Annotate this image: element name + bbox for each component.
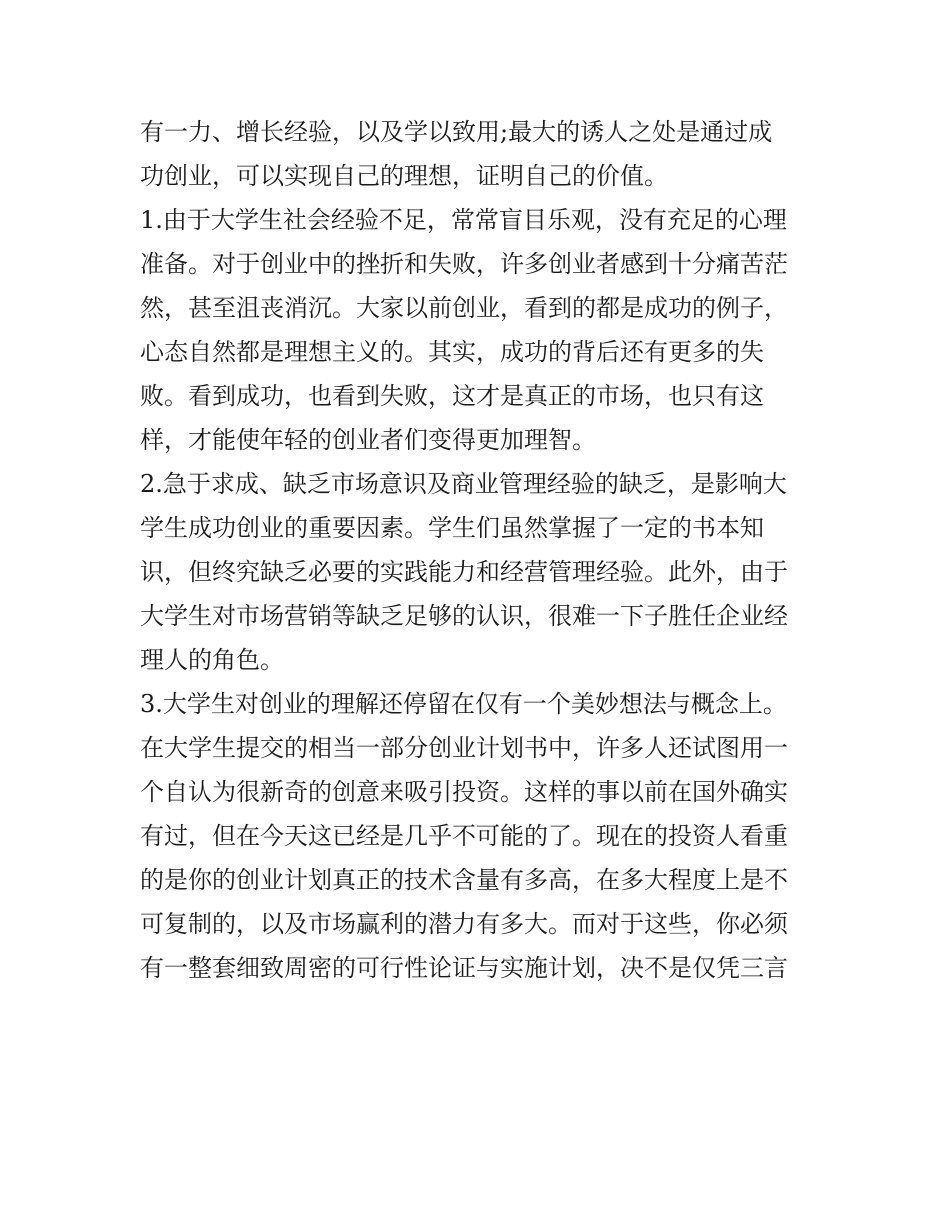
text-line: 大学生对市场营销等缺乏足够的认识，很难一下子胜任企业经 [140, 602, 788, 630]
text-line: 的是你的创业计划真正的技术含量有多高，在多大程度上是不 [140, 866, 788, 894]
text-line: 个自认为很新奇的创意来吸引投资。这样的事以前在国外确实 [140, 778, 788, 806]
text-line: 准备。对于创业中的挫折和失败，许多创业者感到十分痛苦茫 [140, 250, 788, 278]
text-line: 败。看到成功，也看到失败，这才是真正的市场，也只有这 [140, 382, 764, 410]
text-line: 3.大学生对创业的理解还停留在仅有一个美妙想法与概念上。 [140, 690, 787, 718]
text-line: 2.急于求成、缺乏市场意识及商业管理经验的缺乏，是影响大 [140, 470, 787, 498]
text-line: 有过，但在今天这已经是几乎不可能的了。现在的投资人看重 [140, 822, 788, 850]
text-line: 在大学生提交的相当一部分创业计划书中，许多人还试图用一 [140, 734, 788, 762]
text-line: 有一整套细致周密的可行性论证与实施计划，决不是仅凭三言 [140, 954, 788, 982]
text-line: 理人的角色。 [140, 646, 284, 674]
text-line: 功创业，可以实现自己的理想，证明自己的价值。 [140, 162, 668, 190]
text-line: 样，才能使年轻的创业者们变得更加理智。 [140, 426, 596, 454]
text-line: 然，甚至沮丧消沉。大家以前创业，看到的都是成功的例子， [140, 294, 788, 322]
text-line: 心态自然都是理想主义的。其实，成功的背后还有更多的失 [140, 338, 764, 366]
text-line: 识，但终究缺乏必要的实践能力和经营管理经验。此外，由于 [140, 558, 788, 586]
text-line: 有一力、增长经验，以及学以致用;最大的诱人之处是通过成 [140, 118, 773, 146]
text-line: 1.由于大学生社会经验不足，常常盲目乐观，没有充足的心理 [140, 206, 787, 234]
text-line: 学生成功创业的重要因素。学生们虽然掌握了一定的书本知 [140, 514, 764, 542]
text-line: 可复制的，以及市场赢利的潜力有多大。而对于这些，你必须 [140, 910, 788, 938]
body-text [140, 110, 812, 990]
